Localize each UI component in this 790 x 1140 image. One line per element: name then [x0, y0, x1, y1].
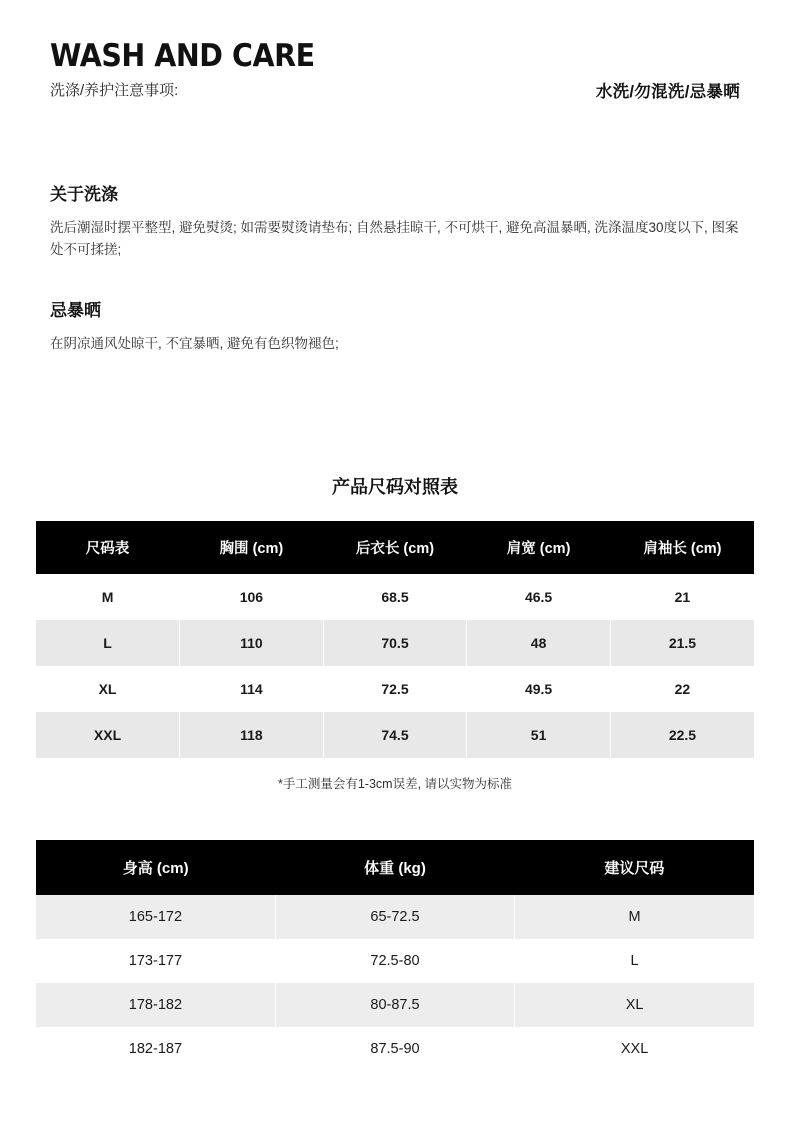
cell-size: L: [36, 620, 180, 666]
care-instructions: [50, 180, 740, 355]
rec-col-header-height: 身高 (cm): [36, 840, 275, 895]
cell-size: XXL: [36, 712, 180, 758]
table-row: [36, 1027, 754, 1071]
cell-size: XL: [36, 666, 180, 712]
measurement-note: *手工测量会有1-3cm误差, 请以实物为标准: [277, 776, 513, 791]
cell-recommended-size: M: [515, 895, 754, 939]
cell-length: 72.5: [323, 666, 467, 712]
cell-chest: 106: [180, 574, 324, 620]
size-col-header-sleeve: 肩袖长 (cm): [610, 521, 754, 574]
table-row: [36, 574, 754, 620]
cell-height: 165-172: [36, 895, 275, 939]
cell-recommended-size: XXL: [515, 1027, 754, 1071]
size-recommendation-table: [36, 840, 754, 1071]
care-heading-washing: 关于洗涤: [50, 185, 118, 204]
table-row: [36, 983, 754, 1027]
table-header-row: [36, 840, 754, 895]
cell-height: 173-177: [36, 939, 275, 983]
rec-col-header-weight: 体重 (kg): [275, 840, 514, 895]
table-row: [36, 620, 754, 666]
care-body-sunlight: 在阴凉通风处晾干, 不宜暴晒, 避免有色织物褪色;: [50, 335, 339, 351]
care-body-washing: 洗后潮湿时摆平整型, 避免熨烫; 如需要熨烫请垫布; 自然悬挂晾干, 不可烘干, 避免高温暴晒, 洗涤温度30度以下, 图案处不可揉搓;: [50, 220, 739, 258]
cell-size: M: [36, 574, 180, 620]
size-table-title: 产品尺码对照表: [332, 476, 458, 497]
cell-chest: 110: [180, 620, 324, 666]
page-title: WASH AND CARE: [50, 38, 315, 74]
cell-shoulder: 51: [467, 712, 611, 758]
cell-weight: 65-72.5: [275, 895, 514, 939]
cell-sleeve: 22.5: [610, 712, 754, 758]
recommend-table-wrap: [36, 840, 754, 1071]
cell-weight: 72.5-80: [275, 939, 514, 983]
cell-recommended-size: L: [515, 939, 754, 983]
cell-chest: 114: [180, 666, 324, 712]
size-col-header-chest: 胸围 (cm): [180, 521, 324, 574]
table-header-row: [36, 521, 754, 574]
cell-shoulder: 49.5: [467, 666, 611, 712]
table-row: [36, 895, 754, 939]
table-row: [36, 939, 754, 983]
cell-chest: 118: [180, 712, 324, 758]
cell-length: 70.5: [323, 620, 467, 666]
cell-sleeve: 21: [610, 574, 754, 620]
table-row: [36, 712, 754, 758]
care-heading-sunlight: 忌暴晒: [50, 300, 101, 320]
cell-weight: 80-87.5: [275, 983, 514, 1027]
cell-length: 74.5: [323, 712, 467, 758]
cell-shoulder: 46.5: [467, 574, 611, 620]
table-row: [36, 666, 754, 712]
cell-weight: 87.5-90: [275, 1027, 514, 1071]
header-care-note: 水洗/勿混洗/忌暴晒: [595, 83, 740, 101]
cell-sleeve: 21.5: [610, 620, 754, 666]
size-col-header-size: 尺码表: [36, 521, 180, 574]
cell-recommended-size: XL: [515, 983, 754, 1027]
cell-height: 182-187: [36, 1027, 275, 1071]
size-col-header-shoulder: 肩宽 (cm): [467, 521, 611, 574]
cell-shoulder: 48: [467, 620, 611, 666]
cell-sleeve: 22: [610, 666, 754, 712]
page-header: [36, 0, 754, 124]
cell-length: 68.5: [323, 574, 467, 620]
cell-height: 178-182: [36, 983, 275, 1027]
page-subtitle: 洗涤/养护注意事项:: [50, 81, 179, 99]
rec-col-header-size: 建议尺码: [515, 840, 754, 895]
size-col-header-length: 后衣长 (cm): [323, 521, 467, 574]
size-chart-table: [36, 521, 754, 758]
